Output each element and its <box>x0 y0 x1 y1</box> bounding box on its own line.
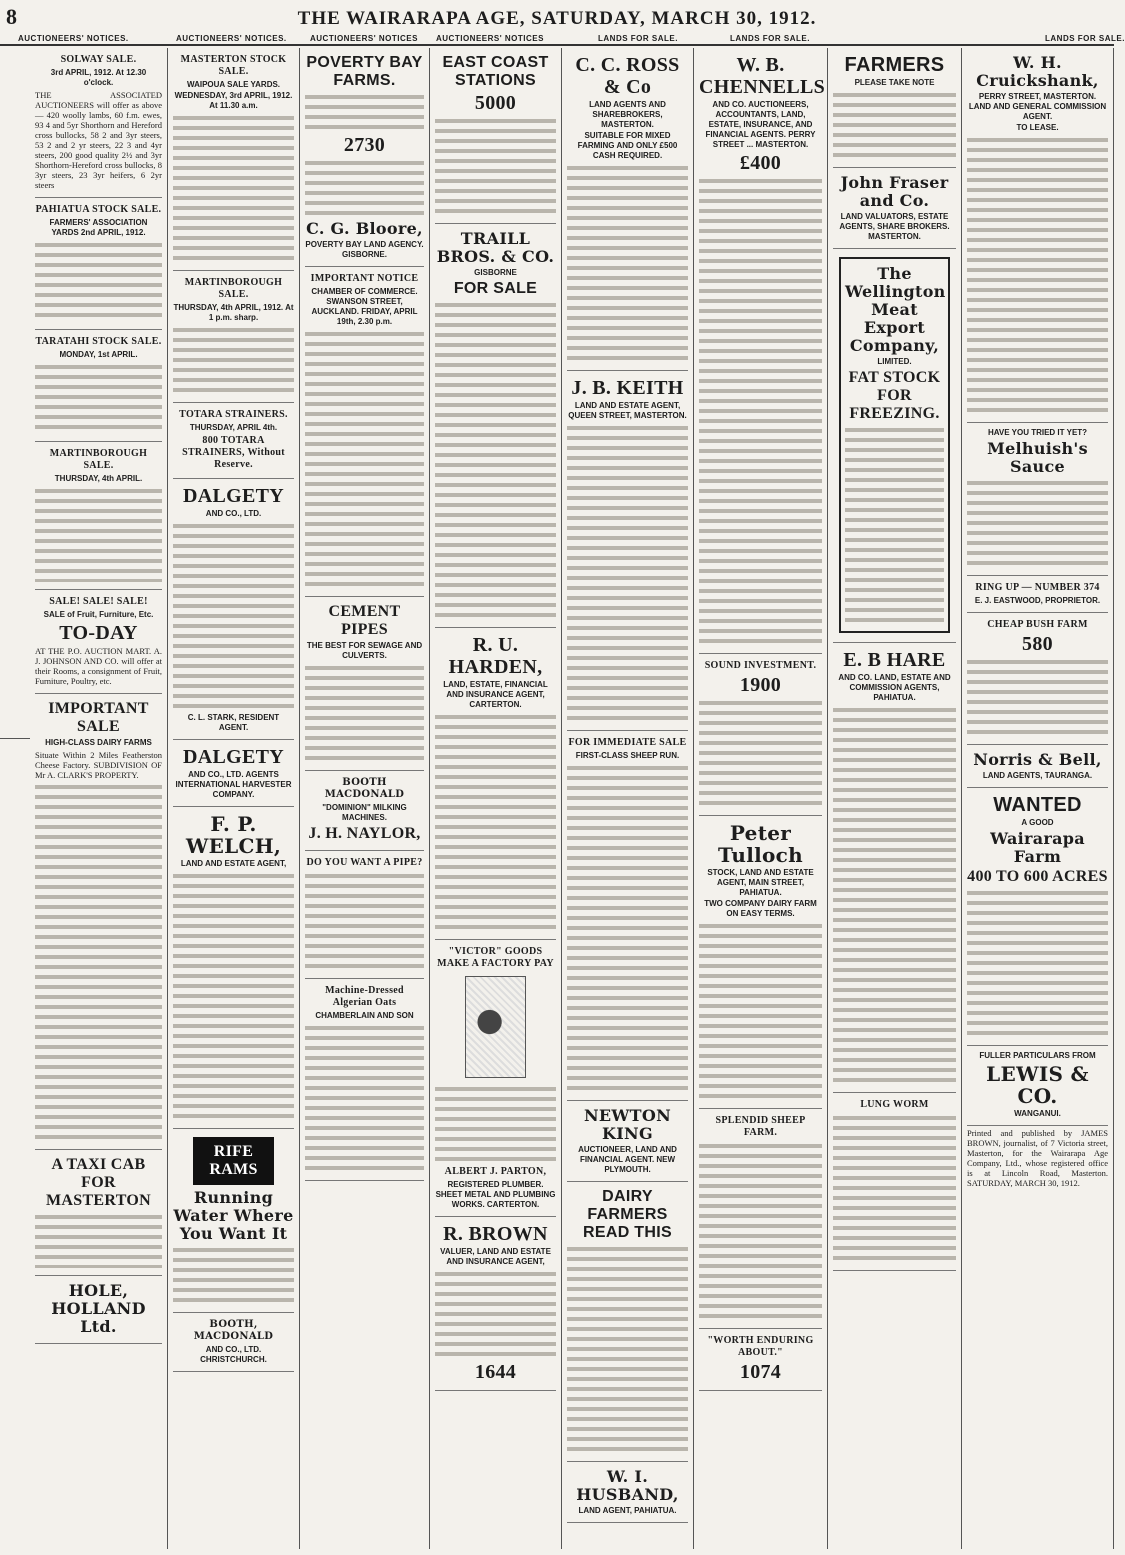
ad-subtitle: STOCK, LAND AND ESTATE AGENT, MAIN STREET, PAHIATUA. <box>707 868 814 897</box>
ad-title: SOUND INVESTMENT. <box>704 660 817 671</box>
ad-title: FOR IMMEDIATE SALE <box>568 737 687 748</box>
ad-headline: 800 TOTARA STRAINERS, Without Reserve. <box>182 435 285 470</box>
body-text-block <box>833 1113 956 1263</box>
body-text-block <box>699 1141 822 1321</box>
column-7 <box>828 48 962 1549</box>
ad-subtitle: FIRST-CLASS SHEEP RUN. <box>575 751 680 760</box>
ad-title: Machine-Dressed Algerian Oats <box>325 985 404 1008</box>
ad-worth-enduring <box>699 1329 822 1391</box>
ad-title: PAHIATUA STOCK SALE. <box>35 204 162 215</box>
ad-immediate-sale <box>567 731 688 1101</box>
ad-important-notice <box>305 267 424 597</box>
ad-title: RIFE RAMS <box>193 1137 274 1185</box>
ad-title: CEMENT PIPES <box>328 603 401 638</box>
ad-title: MARTINBOROUGH SALE. <box>49 448 148 471</box>
ad-wi-husband <box>567 1462 688 1523</box>
ad-taxi-cab <box>35 1150 162 1276</box>
ad-peter-tulloch <box>699 816 822 1109</box>
ad-subtitle: AND CO. LAND, ESTATE AND COMMISSION AGENTS, PAHIATUA. <box>838 673 951 702</box>
ad-wb-chennells <box>699 48 826 654</box>
body-text-block <box>305 158 424 218</box>
ad-sound-investment <box>699 654 822 816</box>
section-heads <box>0 34 1125 44</box>
ad-headline: FOR SALE <box>453 280 538 297</box>
ad-title: MARTINBOROUGH SALE. <box>184 277 283 300</box>
ad-hole-holland <box>35 1276 162 1344</box>
ad-title: DALGETY <box>182 485 284 507</box>
ad-title: W. H. Cruickshank, <box>976 53 1099 90</box>
body-text-block <box>305 329 424 589</box>
ad-headline: Running Water Where You Want It <box>173 1188 294 1243</box>
page-number: 8 <box>6 4 17 29</box>
section-head: LANDS FOR SALE. <box>1045 34 1125 43</box>
ad-note: SUITABLE FOR MIXED FARMING AND ONLY £500 CASH REQUIRED. <box>577 131 678 160</box>
body-text-block <box>699 921 822 1101</box>
ad-headline: 1900 <box>739 674 782 696</box>
ad-title: Norris & Bell, <box>973 750 1102 769</box>
ad-wellington-meat-export <box>833 249 956 643</box>
ad-newton-king <box>567 1101 688 1182</box>
ad-martinborough-sale <box>173 271 294 403</box>
ad-dalgety-harvester <box>173 740 294 807</box>
ad-r-brown <box>435 1217 556 1391</box>
ad-title: C. C. ROSS & Co <box>575 54 680 98</box>
ad-subtitle: HIGH-CLASS DAIRY FARMS <box>45 738 152 747</box>
ad-masterton-stock-sale <box>173 48 294 271</box>
ad-title: LUNG WORM <box>860 1099 929 1110</box>
ad-traill-bros <box>435 224 556 628</box>
ad-norris-bell <box>967 745 1108 788</box>
ad-title: CHEAP BUSH FARM <box>987 619 1088 630</box>
ad-title: TOTARA STRAINERS. <box>179 409 288 420</box>
ad-headline: Wairarapa Farm <box>990 829 1085 866</box>
ad-cheap-bush-farm <box>967 613 1108 745</box>
ad-note: 400 TO 600 ACRES <box>967 868 1108 885</box>
ad-title: IMPORTANT NOTICE <box>310 273 419 284</box>
ad-date: MONDAY, 1st APRIL. <box>59 350 138 359</box>
body-text-block <box>35 1212 162 1268</box>
ad-splendid-sheep-farm <box>699 1109 822 1329</box>
ad-headline: £400 <box>739 152 782 174</box>
column-8 <box>962 48 1114 1549</box>
ad-wanted-farm <box>967 788 1108 1046</box>
body-text-block <box>435 712 556 932</box>
ad-box <box>839 257 950 633</box>
ad-subtitle: PERRY STREET, MASTERTON. LAND AND GENERAL COMMISSION AGENT. <box>968 92 1107 121</box>
ad-subtitle: LAND AND ESTATE AGENT, QUEEN STREET, MASTERTON. <box>568 401 687 420</box>
ad-headline: 580 <box>1022 633 1053 655</box>
ad-title: IMPORTANT SALE <box>48 700 149 735</box>
ad-victor-goods <box>435 940 556 1217</box>
ad-date: 3rd APRIL, 1912. At 12.30 o'clock. <box>50 68 147 87</box>
ad-title: HAVE YOU TRIED IT YET? <box>987 428 1088 437</box>
ad-note: TO LEASE. <box>1016 123 1059 132</box>
ad-solway-sale <box>35 48 162 198</box>
ad-john-fraser <box>833 168 956 249</box>
body-text-block <box>567 763 688 1093</box>
ad-title: DAIRY FARMERS READ THIS <box>583 1188 672 1241</box>
ad-subtitle: AND CO., LTD. CHRISTCHURCH. <box>200 1345 267 1364</box>
column-6 <box>694 48 828 1549</box>
printer-imprint: Printed and published by JAMES BROWN, journalist, of 7 Victoria street, Masterton, for the Wairarapa Age Company, Ltd., whose registered office is at Lincoln Road, Masterton. SATURDAY, MARCH 30, 1912. <box>967 1128 1108 1188</box>
ad-title: TRAILL BROS. & CO. <box>436 229 555 266</box>
ad-title: J. B. KEITH <box>571 377 684 399</box>
body-text-block <box>305 1023 424 1173</box>
ad-subtitle: LIMITED. <box>877 357 912 366</box>
ad-martinborough-sale <box>35 442 162 590</box>
body-text-block <box>833 90 956 160</box>
ad-title: The Wellington Meat Export Company, <box>845 264 946 355</box>
ad-east-coast-stations <box>435 48 556 224</box>
ad-body: THE ASSOCIATED AUCTIONEERS will offer as above— 420 woolly lambs, 60 f.m. ewes, 93 4 and 5yr Shorthorn and Hereford cross bullocks, 58 2 and 3yr steers, 53 2 and 2 yr steers, 22 3 and 4yr steers, 200 good quality 2½ and 3yr Shorthorn-Hereford cross bullocks, 8 3yr steers, 23 3yr heifers, 6 2yr steers <box>35 90 162 190</box>
ad-ru-harden <box>435 628 556 940</box>
ad-sale-today <box>35 590 162 694</box>
column-3 <box>300 48 430 1549</box>
ad-poverty-bay-farms <box>305 48 424 267</box>
ad-subtitle: AND CO. AUCTIONEERS, ACCOUNTANTS, LAND, ESTATE, INSURANCE, AND FINANCIAL AGENTS. PERRY STREET ... MASTERTON. <box>705 100 816 149</box>
ad-headline: J. H. NAYLOR, <box>308 825 421 842</box>
column-2 <box>168 48 300 1549</box>
section-head: LANDS FOR SALE. <box>598 34 678 43</box>
ad-title: MASTERTON STOCK SALE. <box>180 54 287 77</box>
ad-title: BOOTH, MACDONALD <box>193 1319 274 1342</box>
ad-title: NEWTON KING <box>583 1106 672 1143</box>
body-text-block <box>967 478 1108 568</box>
ad-subtitle: "DOMINION" MILKING MACHINES. <box>322 803 407 822</box>
ad-date: THURSDAY, 4th APRIL, 1912. At 1 p.m. sharp. <box>173 303 294 322</box>
ad-subtitle: CHAMBER OF COMMERCE. SWANSON STREET, AUCKLAND. FRIDAY, APRIL 19th, 2.30 p.m. <box>311 287 418 326</box>
ad-want-a-pipe <box>305 851 424 979</box>
body-text-block <box>173 1245 294 1305</box>
ad-title: SOLWAY SALE. <box>60 54 137 65</box>
ad-title: TARATAHI STOCK SALE. <box>35 336 162 347</box>
body-text-block <box>833 705 956 1085</box>
body-text-block <box>567 1244 688 1454</box>
ad-headline: FAT STOCK FOR FREEZING. <box>848 369 941 422</box>
ad-headline: ALBERT J. PARTON, <box>444 1166 547 1177</box>
ad-subtitle: LAND AND ESTATE AGENT, <box>180 859 287 868</box>
section-head: AUCTIONEERS' NOTICES. <box>18 34 129 43</box>
body-text-block <box>173 325 294 395</box>
body-text-block <box>435 1084 556 1164</box>
body-text-block <box>173 521 294 711</box>
ad-totara-strainers <box>173 403 294 479</box>
ad-date: WEDNESDAY, 3rd APRIL, 1912. At 11.30 a.m. <box>174 91 293 110</box>
ad-title: RING UP — NUMBER 374 <box>975 582 1100 593</box>
ad-subtitle: LAND AGENTS, TAURANGA. <box>982 771 1093 780</box>
ad-algerian-oats <box>305 979 424 1181</box>
body-text-block <box>305 871 424 971</box>
body-text-block <box>435 116 556 216</box>
ad-title: "VICTOR" GOODS MAKE A FACTORY PAY <box>437 946 554 969</box>
spray-pump-illustration <box>465 976 526 1078</box>
ad-subtitle: LAND VALUATORS, ESTATE AGENTS, SHARE BROKERS. MASTERTON. <box>839 212 950 241</box>
ad-title: Peter Tulloch <box>718 821 803 867</box>
body-text-block <box>435 1269 556 1359</box>
ad-subtitle: FARMERS' ASSOCIATION YARDS 2nd APRIL, 1912. <box>49 218 148 237</box>
ad-title: F. P. WELCH, <box>185 812 282 858</box>
ad-headline: LEWIS & CO. <box>986 1062 1089 1108</box>
ad-subtitle: WANGANUI. <box>1014 1109 1061 1118</box>
body-text-block <box>699 698 822 808</box>
ad-title: WANTED <box>993 794 1082 816</box>
ad-subtitle: AND CO., LTD. AGENTS INTERNATIONAL HARVESTER COMPANY. <box>175 770 292 799</box>
ad-lung-worm <box>833 1093 956 1271</box>
section-head: LANDS FOR SALE. <box>730 34 810 43</box>
ad-date: THURSDAY, 4th APRIL. <box>54 474 143 483</box>
ad-headline: 5000 <box>474 92 517 114</box>
ad-melhuish-sauce <box>967 423 1108 576</box>
ad-body: Situate Within 2 Miles Featherston Cheese Factory. SUBDIVISION OF Mr A. CLARK'S PROPERTY. <box>35 750 162 780</box>
ad-booth-macdonald <box>173 1313 294 1372</box>
ad-title: DO YOU WANT A PIPE? <box>306 857 423 868</box>
ad-title: R. U. HARDEN, <box>448 634 543 678</box>
ad-title: A TAXI CAB FOR MASTERTON <box>46 1156 151 1209</box>
ad-important-sale <box>35 694 162 1150</box>
ad-subtitle: LAND AGENTS AND SHAREBROKERS, MASTERTON. <box>589 100 666 129</box>
body-text-block <box>435 300 556 620</box>
ad-dalgety <box>173 479 294 740</box>
body-text-block <box>173 113 294 263</box>
ad-eb-hare <box>833 643 956 1093</box>
ad-subtitle: CHAMBERLAIN AND SON <box>315 1011 414 1020</box>
ad-title: W. B. CHENNELLS <box>699 54 826 98</box>
ad-subtitle: PLEASE TAKE NOTE <box>854 78 935 87</box>
body-text-block <box>35 362 162 434</box>
ad-title: SPLENDID SHEEP FARM. <box>715 1115 806 1138</box>
ad-farmers-notice <box>833 48 956 168</box>
ad-signoff: C. G. Bloore, <box>306 219 423 238</box>
ad-headline: 1074 <box>739 1361 782 1383</box>
newspaper-title: THE WAIRARAPA AGE, SATURDAY, MARCH 30, 1912. <box>297 8 817 29</box>
ad-subtitle: VALUER, LAND AND ESTATE AND INSURANCE AGENT, <box>440 1247 551 1266</box>
body-text-block <box>567 423 688 723</box>
masthead <box>0 0 1125 46</box>
ad-date: THURSDAY, APRIL 4th. <box>189 423 278 432</box>
ad-pahiatua-stock-sale <box>35 198 162 330</box>
margin-mark <box>0 738 30 743</box>
ad-subtitle: WAIPOUA SALE YARDS. <box>186 80 281 89</box>
ad-booth-macdonald-naylor <box>305 771 424 851</box>
body-text-block <box>967 135 1108 415</box>
column-1 <box>30 48 168 1549</box>
ad-headline: TO-DAY <box>59 622 138 644</box>
ad-cement-pipes <box>305 597 424 771</box>
ad-headline: 2730 <box>343 134 386 156</box>
ad-subtitle: REGISTERED PLUMBER. SHEET METAL AND PLUMBING WORKS. CARTERTON. <box>435 1180 556 1209</box>
body-text-block <box>567 163 688 363</box>
body-text-block <box>173 871 294 1121</box>
body-text-block <box>967 657 1108 737</box>
ad-subtitle: GISBORNE <box>474 268 517 277</box>
ad-note: TWO COMPANY DAIRY FARM ON EASY TERMS. <box>704 899 817 918</box>
ad-fp-welch <box>173 807 294 1129</box>
ad-jb-keith <box>567 371 688 731</box>
body-text-block <box>35 782 162 1142</box>
body-text-block <box>35 240 162 322</box>
ad-body: AT THE P.O. AUCTION MART. A. J. JOHNSON AND CO. will offer at their Rooms, a consignment of Fruit, Furniture, Poultry, etc. <box>35 646 162 686</box>
ad-title: E. B HARE <box>843 649 946 671</box>
ad-title: R. BROWN <box>443 1223 548 1245</box>
body-text-block <box>305 92 424 132</box>
body-text-block <box>305 663 424 763</box>
ad-dairy-farmers <box>567 1182 688 1462</box>
column-4 <box>430 48 562 1549</box>
ad-title: W. I. HUSBAND, <box>576 1467 679 1504</box>
ad-signoff: C. L. STARK, RESIDENT AGENT. <box>187 713 280 732</box>
ad-title: EAST COAST STATIONS <box>442 54 549 89</box>
section-head: AUCTIONEERS' NOTICES. <box>176 34 287 43</box>
ad-title: BOOTH MACDONALD <box>324 777 405 800</box>
ad-headline: 1644 <box>474 1361 517 1383</box>
ad-subtitle: AUCTIONEER, LAND AND FINANCIAL AGENT. NEW PLYMOUTH. <box>578 1145 677 1174</box>
ad-ring-up <box>967 576 1108 613</box>
ad-cc-ross <box>567 48 688 371</box>
ad-subtitle: THE BEST FOR SEWAGE AND CULVERTS. <box>306 641 423 660</box>
ad-wh-cruickshank <box>967 48 1108 423</box>
ad-subtitle: LAND, ESTATE, FINANCIAL AND INSURANCE AGENT, CARTERTON. <box>443 680 548 709</box>
ad-subtitle: AND CO., LTD. <box>205 509 262 518</box>
ad-title: "WORTH ENDURING ABOUT." <box>707 1335 814 1358</box>
ad-subtitle: A GOOD <box>1021 818 1054 827</box>
body-text-block <box>699 176 822 646</box>
body-text-block <box>35 486 162 582</box>
column-5 <box>562 48 694 1549</box>
ad-title: POVERTY BAY FARMS. <box>306 54 423 89</box>
ad-taratahi-stock-sale <box>35 330 162 442</box>
body-text-block <box>845 425 944 625</box>
ad-subtitle: E. J. EASTWOOD, PROPRIETOR. <box>974 596 1101 605</box>
ad-title: John Fraser and Co. <box>840 173 949 210</box>
section-head: AUCTIONEERS' NOTICES <box>436 34 544 43</box>
ad-title: HOLE, HOLLAND Ltd. <box>51 1281 146 1336</box>
body-text-block <box>967 888 1108 1038</box>
ad-rife-rams <box>173 1129 294 1313</box>
ad-headline: Melhuish's Sauce <box>987 439 1088 476</box>
ad-title: FULLER PARTICULARS FROM <box>979 1051 1096 1060</box>
ad-title: DALGETY <box>182 746 284 768</box>
ad-title: FARMERS <box>844 54 945 76</box>
section-head: AUCTIONEERS' NOTICES <box>310 34 418 43</box>
ad-subtitle: LAND AGENT, PAHIATUA. <box>578 1506 677 1515</box>
ad-subtitle: POVERTY BAY LAND AGENCY. GISBORNE. <box>305 240 424 259</box>
ad-subtitle: SALE of Fruit, Furniture, Etc. <box>43 610 154 619</box>
ad-title: SALE! SALE! SALE! <box>49 596 148 607</box>
ad-lewis-co <box>967 1046 1108 1126</box>
